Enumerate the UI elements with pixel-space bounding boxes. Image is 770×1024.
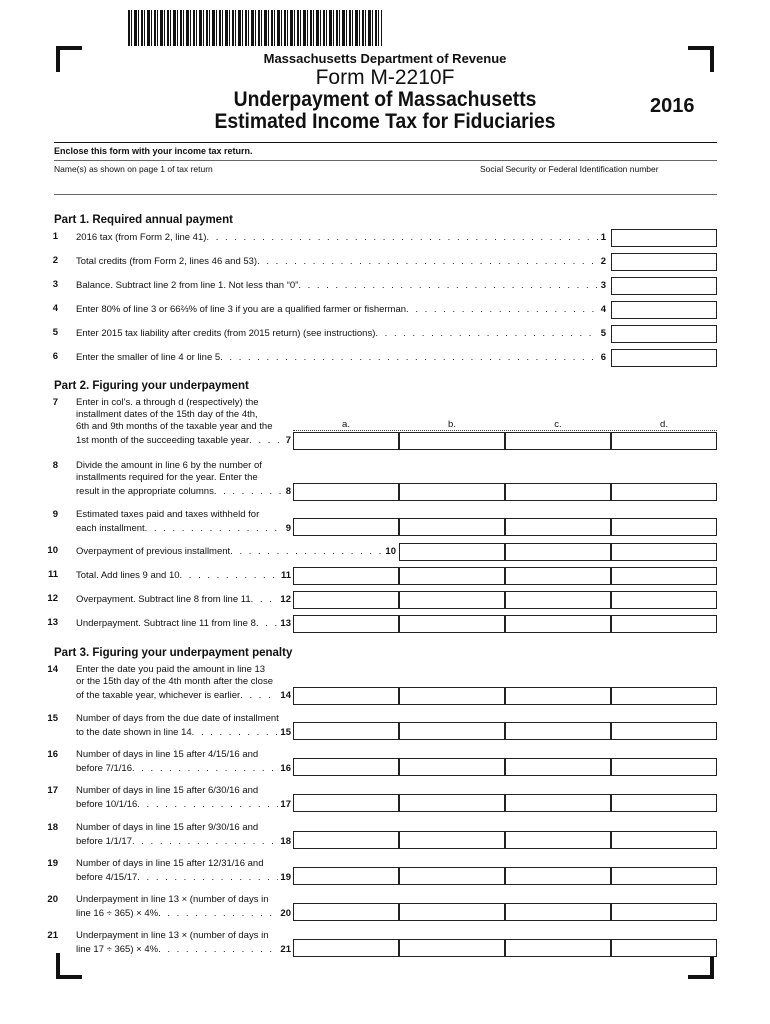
line-number: 9 [52,509,58,520]
line-number: 6 [52,351,58,362]
line-number: 15 [47,713,58,724]
line21-col-b[interactable] [399,939,505,957]
line2-label: Total credits (from Form 2, lines 46 and 53) . . . 2 [76,255,606,267]
line14-col-d[interactable] [611,687,717,705]
line6-amount-field[interactable] [611,349,717,367]
line16-label: before 7/1/16 . . . 16 [76,762,291,774]
line14-col-a[interactable] [293,687,399,705]
line15-col-d[interactable] [611,722,717,740]
column-header-rule [293,430,717,431]
line5-label: Enter 2015 tax liability after credits (from 2015 return) (see instructions) . . . 5 [76,327,606,339]
column-header-d: d. [660,419,668,430]
line8-col-a[interactable] [293,483,399,501]
line9-col-b[interactable] [399,518,505,536]
line18-text: Number of days in line 15 after 9/30/16 and [76,822,259,833]
line9-text: Estimated taxes paid and taxes withheld for [76,509,260,520]
line17-col-d[interactable] [611,794,717,812]
line8-col-b[interactable] [399,483,505,501]
line2-amount-field[interactable] [611,253,717,271]
line20-text: Underpayment in line 13 × (number of days in [76,894,269,905]
name-label: Name(s) as shown on page 1 of tax return [54,164,213,174]
part1-title: Part 1. Required annual payment [54,214,233,226]
line19-col-a[interactable] [293,867,399,885]
line18-col-a[interactable] [293,831,399,849]
line4-label: Enter 80% of line 3 or 66⅔% of line 3 if you are a qualified farmer or fisherman . . . 4 [76,303,606,315]
line20-col-b[interactable] [399,903,505,921]
barcode [128,10,382,46]
line14-label: of the taxable year, whichever is earlier . . . 14 [76,689,291,701]
line12-label: Overpayment. Subtract line 8 from line 11 . . . 12 [76,593,291,605]
line3-amount-field[interactable] [611,277,717,295]
line18-col-d[interactable] [611,831,717,849]
line11-label: Total. Add lines 9 and 10 . . . 11 [76,569,291,581]
ssn-label: Social Security or Federal Identification number [480,164,659,174]
line16-col-c[interactable] [505,758,611,776]
line-number: 4 [52,303,58,314]
line20-col-a[interactable] [293,903,399,921]
name-field[interactable] [54,176,474,192]
line17-col-b[interactable] [399,794,505,812]
line15-col-a[interactable] [293,722,399,740]
line13-col-c[interactable] [505,615,611,633]
line8-text: Divide the amount in line 6 by the number of [76,460,262,471]
line-number: 12 [47,593,58,604]
line12-col-d[interactable] [611,591,717,609]
line-number: 17 [47,785,58,796]
line9-col-d[interactable] [611,518,717,536]
name-rule-top [54,160,717,161]
line-number: 10 [47,545,58,556]
line-number: 20 [47,894,58,905]
line7-text: Enter in col’s. a through d (respectively) the [76,397,259,408]
line3-label: Balance. Subtract line 2 from line 1. Not less than “0” . . . 3 [76,279,606,291]
form-title-line2: Estimated Income Tax for Fiduciaries [214,110,556,133]
line7-col-b[interactable] [399,432,505,450]
line19-col-d[interactable] [611,867,717,885]
line7-col-d[interactable] [611,432,717,450]
line18-col-c[interactable] [505,831,611,849]
line9-col-a[interactable] [293,518,399,536]
line13-label: Underpayment. Subtract line 11 from line 8 . . . 13 [76,617,291,629]
line15-text: Number of days from the due date of installment [76,713,279,724]
line1-amount-field[interactable] [611,229,717,247]
line10-col-d[interactable] [611,543,717,561]
line-number: 2 [52,255,58,266]
line7-col-c[interactable] [505,432,611,450]
line19-label: before 4/15/17 . . . 19 [76,871,291,883]
tax-year: 2016 [650,95,695,117]
column-header-c: c. [554,419,562,430]
line-number: 16 [47,749,58,760]
line15-col-c[interactable] [505,722,611,740]
line19-text: Number of days in line 15 after 12/31/16 and [76,858,264,869]
ssn-field[interactable] [480,176,717,192]
line-number: 8 [52,460,58,471]
line12-col-a[interactable] [293,591,399,609]
line18-label: before 1/1/17 . . . 18 [76,835,291,847]
line-number: 13 [47,617,58,628]
line9-label: each installment . . . 9 [76,522,291,534]
line7-text: 6th and 9th months of the taxable year and the [76,421,273,432]
enclose-instruction: Enclose this form with your income tax return. [54,146,253,156]
line-number: 7 [52,397,58,408]
line14-text: or the 15th day of the 4th month after the close [76,676,273,687]
line20-label: line 16 ÷ 365) × 4% . . . 20 [76,907,291,919]
line12-col-b[interactable] [399,591,505,609]
line8-col-d[interactable] [611,483,717,501]
line15-label: to the date shown in line 14 . . . 15 [76,726,291,738]
line19-col-b[interactable] [399,867,505,885]
line8-col-c[interactable] [505,483,611,501]
line10-col-c[interactable] [505,543,611,561]
column-header-a: a. [342,419,350,430]
name-rule-bottom [54,194,717,195]
line-number: 5 [52,327,58,338]
line21-col-c[interactable] [505,939,611,957]
line8-label: result in the appropriate columns . . . 8 [76,485,291,497]
line-number: 18 [47,822,58,833]
line7-text: installment dates of the 15th day of the 4th, [76,409,258,420]
line17-col-a[interactable] [293,794,399,812]
line-number: 14 [47,664,58,675]
line8-text: installments required for the year. Enter the [76,472,258,483]
department-name: Massachusetts Department of Revenue [263,51,507,66]
crop-mark-bottom-left [56,953,82,979]
line13-col-b[interactable] [399,615,505,633]
column-header-b: b. [448,419,456,430]
line-number: 19 [47,858,58,869]
line16-col-d[interactable] [611,758,717,776]
line9-col-c[interactable] [505,518,611,536]
line15-col-b[interactable] [399,722,505,740]
line1-label: 2016 tax (from Form 2, line 41) . . . 1 [76,231,606,243]
line5-amount-field[interactable] [611,325,717,343]
line-number: 1 [52,231,58,242]
line11-col-c[interactable] [505,567,611,585]
line-number: 11 [47,569,58,580]
line11-col-a[interactable] [293,567,399,585]
line-number: 21 [47,930,58,941]
line16-col-a[interactable] [293,758,399,776]
form-title-line1: Underpayment of Massachusetts [233,88,537,111]
form-number: Form M-2210F [315,66,455,89]
line20-col-d[interactable] [611,903,717,921]
line13-col-d[interactable] [611,615,717,633]
line21-label: line 17 ÷ 365) × 4% . . . 21 [76,943,291,955]
line14-col-b[interactable] [399,687,505,705]
line17-text: Number of days in line 15 after 6/30/16 and [76,785,259,796]
line6-label: Enter the smaller of line 4 or line 5 . . . 6 [76,351,606,363]
line19-col-c[interactable] [505,867,611,885]
line7-label: 1st month of the succeeding taxable year . . . 7 [76,434,291,446]
line-number: 3 [52,279,58,290]
line10-col-b[interactable] [399,543,505,561]
line12-col-c[interactable] [505,591,611,609]
line21-col-d[interactable] [611,939,717,957]
header-rule [54,142,717,143]
line20-col-c[interactable] [505,903,611,921]
line11-col-d[interactable] [611,567,717,585]
line10-label: Overpayment of previous installment . . . 10 [76,545,396,557]
line13-col-a[interactable] [293,615,399,633]
line16-text: Number of days in line 15 after 4/15/16 and [76,749,259,760]
line17-label: before 10/1/16 . . . 17 [76,798,291,810]
line17-col-c[interactable] [505,794,611,812]
line14-text: Enter the date you paid the amount in line 13 [76,664,266,675]
line4-amount-field[interactable] [611,301,717,319]
part3-title: Part 3. Figuring your underpayment penalty [54,647,293,659]
line18-col-b[interactable] [399,831,505,849]
part2-title: Part 2. Figuring your underpayment [54,380,249,392]
line11-col-b[interactable] [399,567,505,585]
line7-col-a[interactable] [293,432,399,450]
line16-col-b[interactable] [399,758,505,776]
line21-text: Underpayment in line 13 × (number of days in [76,930,269,941]
line21-col-a[interactable] [293,939,399,957]
line14-col-c[interactable] [505,687,611,705]
